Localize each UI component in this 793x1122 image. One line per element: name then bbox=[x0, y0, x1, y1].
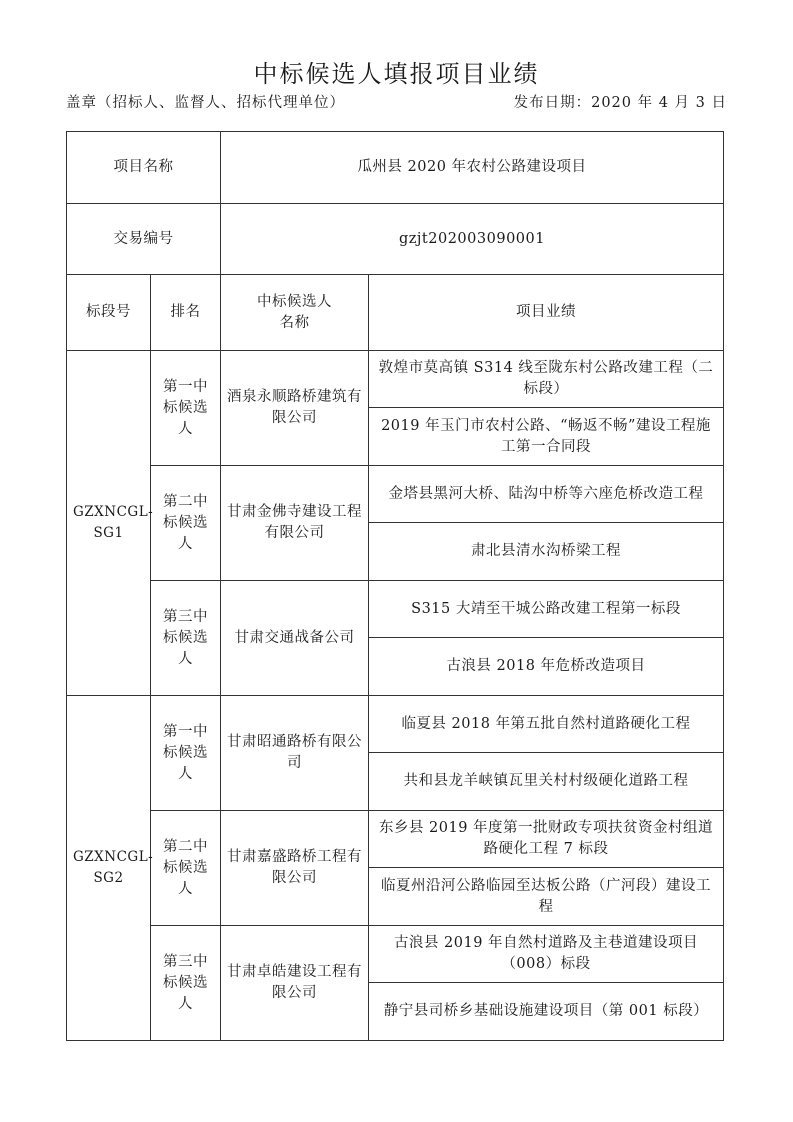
candidate-rank: 第三中标候选人 bbox=[151, 581, 221, 696]
performance-table bbox=[66, 131, 724, 1041]
project-performance: 临夏州沿河公路临园至达板公路（广河段）建设工程 bbox=[369, 868, 724, 926]
header-performance: 项目业绩 bbox=[369, 275, 724, 351]
project-performance: 静宁县司桥乡基础设施建设项目（第 001 标段） bbox=[369, 983, 724, 1041]
project-performance: 肃北县清水沟桥梁工程 bbox=[369, 523, 724, 581]
project-name-value: 瓜州县 2020 年农村公路建设项目 bbox=[221, 132, 724, 204]
project-performance: 东乡县 2019 年度第一批财政专项扶贫资金村组道路硬化工程 7 标段 bbox=[369, 811, 724, 868]
project-name-row bbox=[67, 132, 724, 204]
table-row bbox=[67, 696, 724, 753]
candidate-rank: 第三中标候选人 bbox=[151, 926, 221, 1041]
header-candidate: 中标候选人名称 bbox=[221, 275, 369, 351]
section-code: GZXNCGL-SG1 bbox=[67, 351, 151, 696]
candidate-name: 酒泉永顺路桥建筑有限公司 bbox=[221, 351, 369, 466]
table-row bbox=[67, 466, 724, 523]
table-row bbox=[67, 811, 724, 868]
project-performance: S315 大靖至干城公路改建工程第一标段 bbox=[369, 581, 724, 638]
header-row bbox=[67, 275, 724, 351]
candidate-name: 甘肃交通战备公司 bbox=[221, 581, 369, 696]
stamp-line: 盖章（招标人、监督人、招标代理单位） bbox=[66, 95, 345, 111]
trade-no-value: gzjt202003090001 bbox=[221, 204, 724, 275]
candidate-name: 甘肃嘉盛路桥工程有限公司 bbox=[221, 811, 369, 926]
table-row bbox=[67, 351, 724, 408]
candidate-name: 甘肃卓皓建设工程有限公司 bbox=[221, 926, 369, 1041]
project-performance: 古浪县 2018 年危桥改造项目 bbox=[369, 638, 724, 696]
project-performance: 2019 年玉门市农村公路、“畅返不畅”建设工程施工第一合同段 bbox=[369, 408, 724, 466]
publish-date: 发布日期：2020 年 4 月 3 日 bbox=[513, 95, 727, 111]
project-name-label: 项目名称 bbox=[67, 132, 221, 204]
trade-no-row bbox=[67, 204, 724, 275]
candidate-rank: 第一中标候选人 bbox=[151, 351, 221, 466]
candidate-rank: 第一中标候选人 bbox=[151, 696, 221, 811]
table-row bbox=[67, 581, 724, 638]
candidate-name: 甘肃昭通路桥有限公司 bbox=[221, 696, 369, 811]
candidate-name: 甘肃金佛寺建设工程有限公司 bbox=[221, 466, 369, 581]
candidate-rank: 第二中标候选人 bbox=[151, 466, 221, 581]
table-row bbox=[67, 926, 724, 983]
project-performance: 金塔县黑河大桥、陆沟中桥等六座危桥改造工程 bbox=[369, 466, 724, 523]
project-performance: 古浪县 2019 年自然村道路及主巷道建设项目（008）标段 bbox=[369, 926, 724, 983]
header-rank: 排名 bbox=[151, 275, 221, 351]
candidate-rank: 第二中标候选人 bbox=[151, 811, 221, 926]
project-performance: 敦煌市莫高镇 S314 线至陇东村公路改建工程（二标段） bbox=[369, 351, 724, 408]
project-performance: 共和县龙羊峡镇瓦里关村村级硬化道路工程 bbox=[369, 753, 724, 811]
project-performance: 临夏县 2018 年第五批自然村道路硬化工程 bbox=[369, 696, 724, 753]
header-section: 标段号 bbox=[67, 275, 151, 351]
trade-no-label: 交易编号 bbox=[67, 204, 221, 275]
section-code: GZXNCGL-SG2 bbox=[67, 696, 151, 1041]
document-title: 中标候选人填报项目业绩 bbox=[253, 60, 540, 88]
